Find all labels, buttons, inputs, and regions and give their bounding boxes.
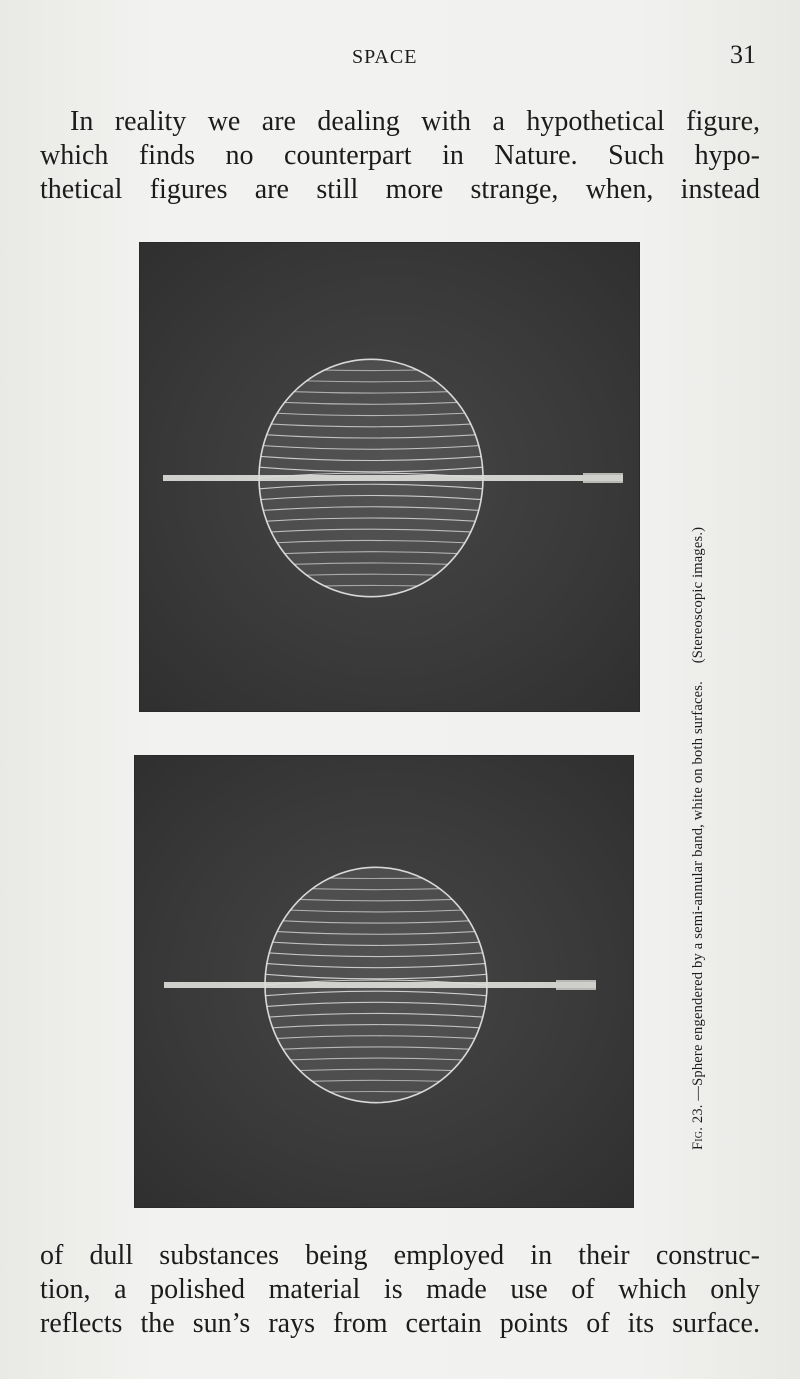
axis-rod [164,982,596,988]
figure-caption-extra: (Stereoscopic images.) [690,526,706,664]
text-line: thetical figures are still more strange, when, instead [40,174,760,205]
paragraph-bottom [40,1239,760,1341]
figure-caption-text: —Sphere engendered by a semi-annular band, white on both surfaces. [690,681,706,1101]
stereo-image-bottom [134,755,634,1208]
stereo-image-top [139,242,640,712]
text-line: reflects the sun’s rays from certain points of its surface. [40,1308,760,1339]
sphere-illustration [139,242,640,712]
axis-rod-end [583,473,623,483]
text-line: In reality we are dealing with a hypothetical figure, [70,106,760,137]
sphere-group [163,359,623,596]
running-head: SPACE [352,46,418,68]
text-line: tion, a polished material is made use of which only [40,1274,760,1305]
text-line: of dull substances being employed in their construc- [40,1240,760,1271]
sphere-illustration [134,755,634,1208]
axis-rod [163,475,623,481]
text-line: which finds no counterpart in Nature. Such hypo- [40,140,760,171]
paragraph-top [40,105,760,207]
figure-caption [690,290,707,1150]
figure-label: Fig. 23. [690,1104,706,1150]
page-number: 31 [730,40,756,69]
axis-rod-end [556,980,596,990]
sphere-group [164,867,596,1102]
